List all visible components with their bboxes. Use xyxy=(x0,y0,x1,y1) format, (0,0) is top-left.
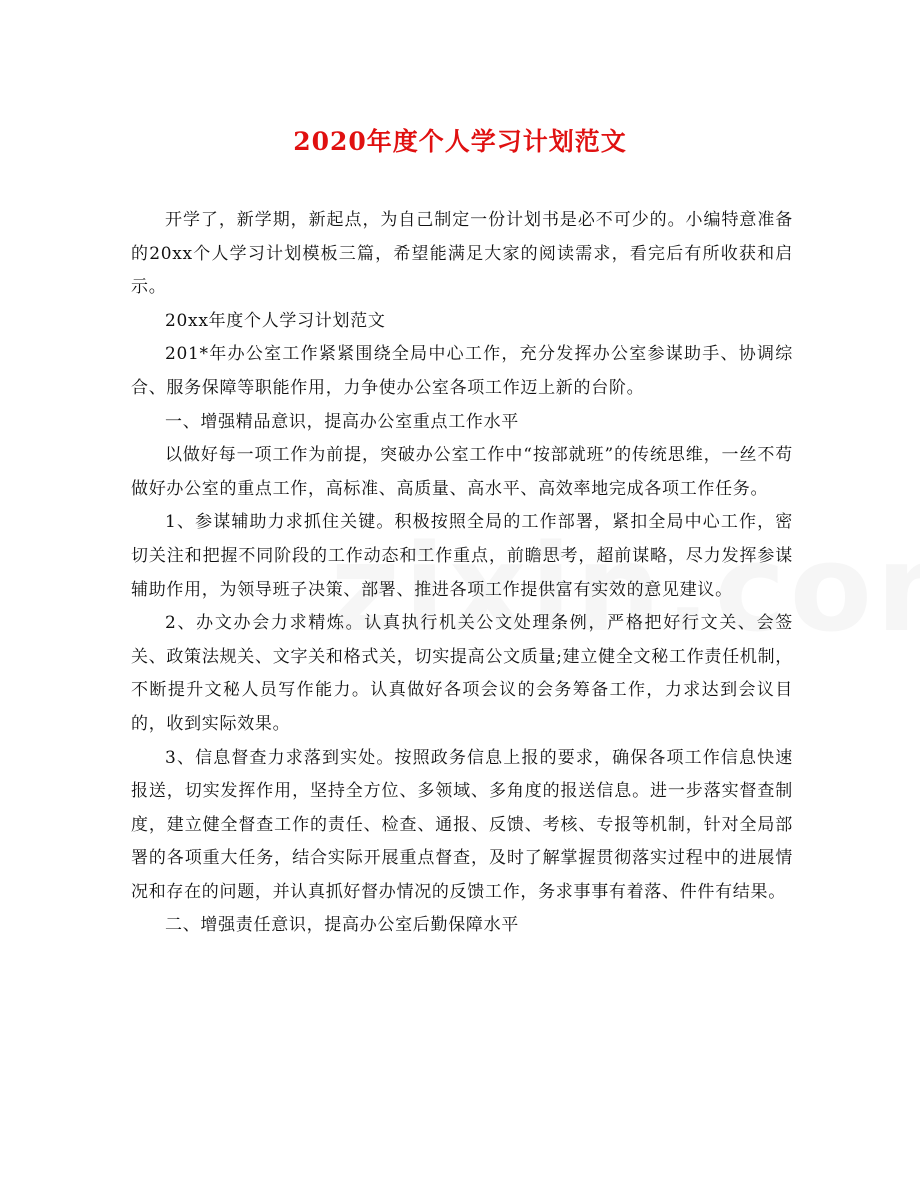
paragraph-subtitle: 20xx年度个人学习计划范文 xyxy=(165,310,386,331)
section-heading-2: 二、增强责任意识，提高办公室后勤保障水平 xyxy=(165,915,519,936)
paragraph-section-1-intro: 以做好每一项工作为前提，突破办公室工作中“按部就班”的传统思维，一丝不苟做好办公室的重点工作，高标准、高质量、高水平、高效率地完成各项工作任务。 xyxy=(131,445,793,499)
paragraph-intro: 开学了，新学期，新起点，为自己制定一份计划书是必不可少的。小编特意准备的20xx个人学习计划模板三篇，希望能满足大家的阅读需求，看完后有所收获和启示。 xyxy=(131,210,793,298)
document-body xyxy=(131,204,793,943)
paragraph-item-2: 2、办文办会力求精炼。认真执行机关公文处理条例，严格把好行文关、会签关、政策法规关、文字关和格式关，切实提高公文质量;建立健全文秘工作责任机制，不断提升文秘人员写作能力。认真做好各项会议的会务筹备工作，力求达到会议目的，收到实际效果。 xyxy=(131,613,793,734)
paragraph-item-3: 3、信息督查力求落到实处。按照政务信息上报的要求，确保各项工作信息快速报送，切实发挥作用，坚持全方位、多领域、多角度的报送信息。进一步落实督查制度，建立健全督查工作的责任、检查、通报、反馈、考核、专报等机制，针对全局部署的各项重大任务，结合实际开展重点督查，及时了解掌握贯彻落实过程中的进展情况和存在的问题，并认真抓好督办情况的反馈工作，务求事事有着落、件件有结果。 xyxy=(131,747,793,902)
paragraph-item-1: 1、参谋辅助力求抓住关键。积极按照全局的工作部署，紧扣全局中心工作，密切关注和把握不同阶段的工作动态和工作重点，前瞻思考，超前谋略，尽力发挥参谋辅助作用，为领导班子决策、部署、推进各项工作提供富有实效的意见建议。 xyxy=(131,512,793,600)
section-heading-1: 一、增强精品意识，提高办公室重点工作水平 xyxy=(165,411,519,432)
paragraph-overview: 201*年办公室工作紧紧围绕全局中心工作，充分发挥办公室参谋助手、协调综合、服务保障等职能作用，力争使办公室各项工作迈上新的台阶。 xyxy=(131,344,793,398)
document-title: 2020年度个人学习计划范文 xyxy=(293,127,627,156)
